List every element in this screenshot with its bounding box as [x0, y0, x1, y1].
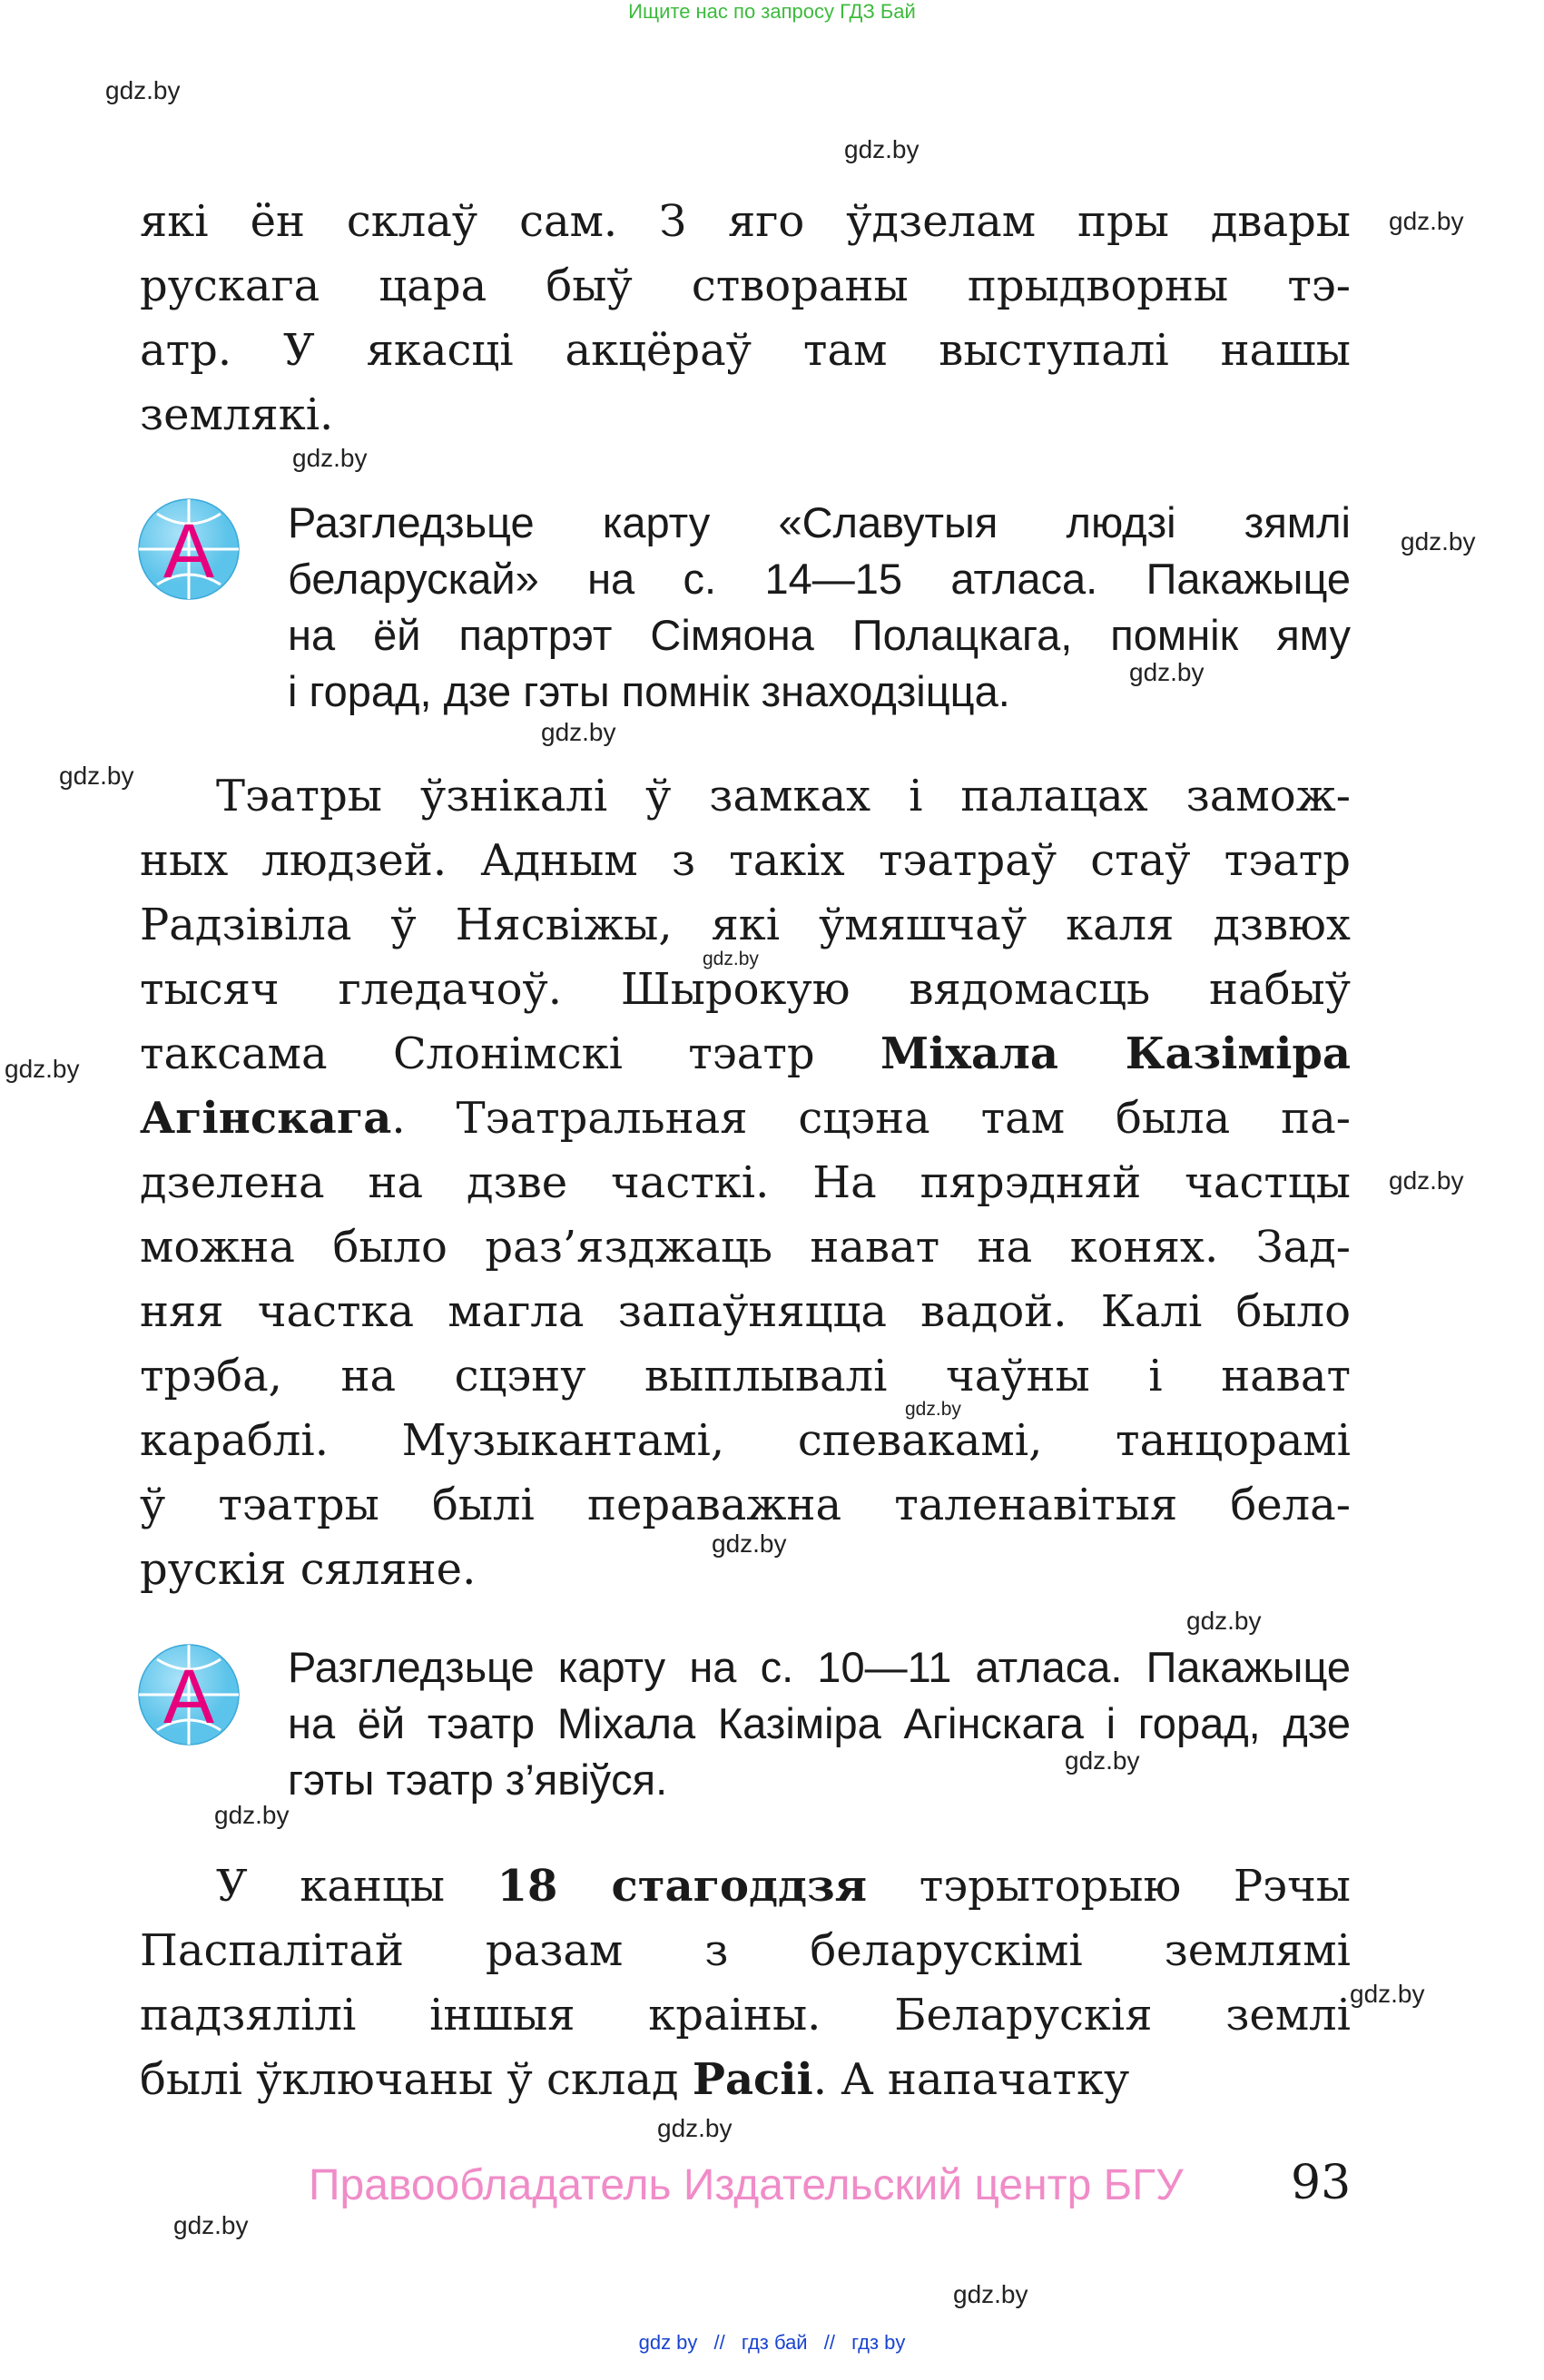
watermark: gdz.by [953, 2280, 1028, 2308]
atlas-icon-letter: A [162, 1654, 215, 1739]
text-line [140, 1919, 1351, 1983]
watermark: gdz.by [1350, 1980, 1425, 2008]
text-segment: землякі. [140, 389, 334, 440]
bold-term: Агінскага [140, 1093, 392, 1144]
text-segment: ных людзей. Адным з такіх тэатраў стаў тэатр [140, 835, 1351, 886]
watermark: gdz.by [1186, 1607, 1262, 1635]
text-segment: рускага цара быў створаны прыдворны тэ- [140, 261, 1351, 311]
atlas-icon-letter: A [162, 508, 215, 594]
watermark: gdz.by [1389, 1166, 1464, 1195]
text-segment: . А напачатку [812, 2054, 1130, 2105]
text-line [140, 1854, 1351, 1919]
paragraph-3 [140, 1854, 1351, 2112]
watermark: gdz.by [105, 76, 181, 104]
bold-term: Расіі [692, 2054, 813, 2105]
text-line [288, 1752, 1351, 1808]
watermark: gdz.by [292, 444, 368, 472]
text-segment: Разгледзьце карту «Славутыя людзі зямлі [288, 498, 1351, 546]
text-line [140, 1087, 1351, 1151]
text-segment: гэты тэатр з’явіўся. [288, 1755, 668, 1804]
text-line [140, 764, 1351, 829]
text-segment: на ёй тэатр Міхала Казіміра Агінскага і горад, дзе [288, 1699, 1351, 1747]
text-line [140, 2048, 1351, 2112]
watermark: gdz.by [1065, 1746, 1140, 1775]
text-segment: . Тэатральная сцэна там была па- [391, 1093, 1351, 1144]
watermark: gdz.by [657, 2114, 733, 2142]
text-line [288, 607, 1351, 664]
text-segment: можна было раз’язджаць нават на конях. Зад- [140, 1222, 1351, 1273]
link-gdz-by[interactable]: gdz by [638, 2331, 698, 2354]
paragraph-2 [140, 764, 1351, 1602]
separator: // [713, 2331, 725, 2354]
watermark: gdz.by [1401, 527, 1476, 556]
text-segment: і горад, дзе гэты помнік знаходзіцца. [288, 667, 1010, 715]
text-segment: Разгледзьце карту на с. 10—11 атласа. Пакажыце [288, 1643, 1351, 1691]
text-line [140, 319, 1351, 383]
page-number: 93 [1291, 2156, 1352, 2210]
text-line [140, 254, 1351, 319]
text-line [140, 829, 1351, 893]
text-line [140, 1473, 1351, 1538]
bottom-links [0, 2331, 1544, 2355]
watermark: gdz.by [59, 762, 134, 790]
text-line [140, 190, 1351, 254]
text-segment: У канцы [216, 1861, 497, 1912]
watermark: gdz.by [844, 135, 920, 163]
text-segment: тысяч гледачоў. Шырокую вядомасць набыў [140, 964, 1351, 1015]
watermark: gdz.by [712, 1529, 787, 1558]
task-2 [288, 1639, 1351, 1808]
text-line [140, 383, 1351, 447]
watermark: gdz.by [1129, 658, 1205, 686]
watermark: gdz.by [703, 949, 759, 969]
bold-term: Міхала Казіміра [880, 1028, 1351, 1079]
text-segment: былі ўключаны ў склад [140, 2054, 693, 2105]
watermark: gdz.by [5, 1055, 80, 1083]
text-segment: няя частка магла запаўняцца вадой. Калі было [140, 1286, 1351, 1337]
atlas-icon [137, 1643, 241, 1746]
text-line [288, 551, 1351, 607]
watermark: gdz.by [214, 1801, 290, 1829]
text-line [140, 1215, 1351, 1280]
text-segment: падзялілі іншыя краіны. Беларускія землі [140, 1990, 1351, 2041]
text-segment: Радзівіла ў Нясвіжы, які ўмяшчаў каля дзвюх [140, 900, 1351, 950]
text-segment: атр. У якасці акцёраў там выступалі нашы [140, 325, 1351, 376]
text-segment: караблі. Музыкантамі, спевакамі, танцорамі [140, 1415, 1351, 1466]
text-segment: Паспалітай разам з беларускімі землямі [140, 1925, 1351, 1976]
text-segment: дзелена на дзве часткі. На пярэдняй частцы [140, 1157, 1351, 1208]
bold-term: 18 стагоддзя [497, 1861, 868, 1912]
link-gdz-bai[interactable]: гдз бай [741, 2331, 808, 2354]
text-segment: ў тэатры былі пераважна таленавітыя бела- [140, 1480, 1351, 1530]
copyright-footer: Правообладатель Издательский центр БГУ [309, 2161, 1184, 2209]
link-gdz-by-2[interactable]: гдз by [851, 2331, 906, 2354]
watermark: gdz.by [173, 2211, 249, 2239]
atlas-icon [137, 497, 241, 601]
text-line [140, 1022, 1351, 1087]
text-line [140, 1280, 1351, 1344]
text-segment: які ён склаў сам. З яго ўдзелам пры двары [140, 196, 1351, 247]
text-line [288, 1639, 1351, 1696]
paragraph-1 [140, 190, 1351, 447]
search-hint-banner: Ищите нас по запросу ГДЗ Бай [628, 0, 916, 23]
text-segment: таксама Слонімскі тэатр [140, 1028, 880, 1079]
text-segment: тэрыторыю Рэчы [867, 1861, 1351, 1912]
text-segment: Тэатры ўзнікалі ў замках і палацах замож- [216, 771, 1351, 821]
text-segment: на ёй партрэт Сімяона Полацкага, помнік яму [288, 611, 1351, 659]
text-line [140, 1151, 1351, 1215]
text-line [140, 1344, 1351, 1409]
watermark: gdz.by [905, 1399, 961, 1420]
text-segment: трэба, на сцэну выплывалі чаўны і нават [140, 1351, 1351, 1401]
text-line [140, 1409, 1351, 1473]
separator: // [823, 2331, 835, 2354]
text-line [288, 1696, 1351, 1752]
text-line [140, 1983, 1351, 2048]
watermark: gdz.by [1389, 207, 1464, 235]
text-segment: беларускай» на с. 14—15 атласа. Пакажыце [288, 555, 1351, 603]
watermark: gdz.by [541, 718, 616, 746]
text-line [288, 495, 1351, 551]
text-segment: рускія сяляне. [140, 1544, 477, 1595]
